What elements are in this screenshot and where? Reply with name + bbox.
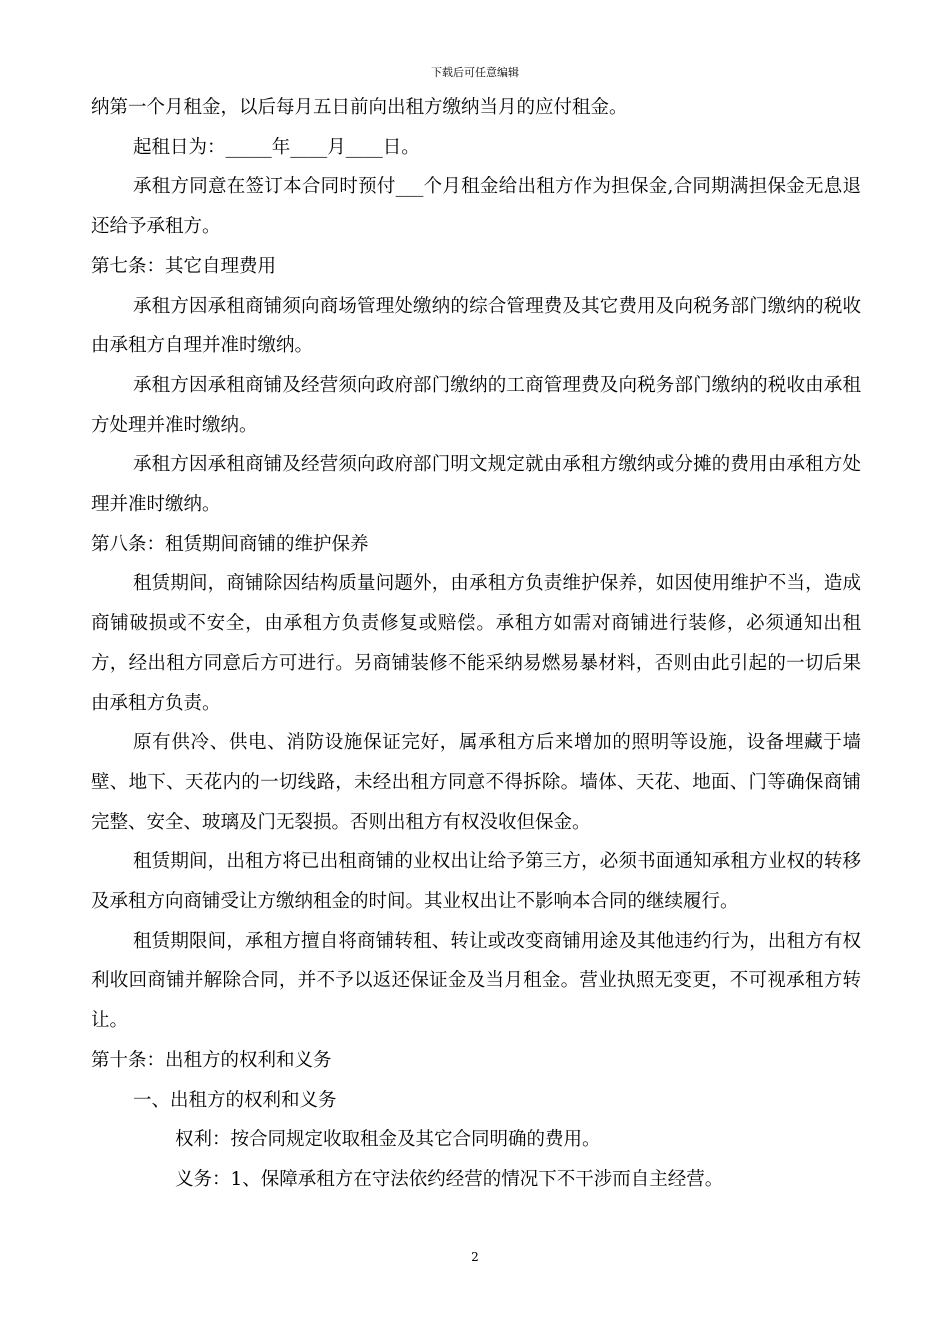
- paragraph-sublease-breach: 租赁期限间，承租方擅自将商铺转租、转让或改变商铺用途及其他违约行为，出租方有权利收回商铺并解除合同，并不予以返还保证金及当月租金。营业执照无变更，不可视承租方转让。: [91, 930, 861, 1032]
- heading-article-8: 第八条：租赁期间商铺的维护保养: [91, 533, 369, 555]
- subheading-lessor-rights-obligations: 一、出租方的权利和义务: [133, 1089, 337, 1111]
- paragraph-rent-payment-continuation: 纳第一个月租金，以后每月五日前向出租方缴纳当月的应付租金。: [91, 97, 628, 118]
- page-number: 2: [471, 1250, 479, 1264]
- paragraph-facilities: 原有供冷、供电、消防设施保证完好，属承租方后来增加的照明等设施，设备埋藏于墙壁、地下、天花内的一切线路，未经出租方同意不得拆除。墙体、天花、地面、门等确保商铺完整、安全、玻璃及门无裂损。否则出租方有权没收但保金。: [91, 732, 861, 833]
- paragraph-rent-start-date: 起租日为：_____年____月____日。: [133, 136, 420, 158]
- paragraph-maintenance: 租赁期间，商铺除因结构质量问题外，由承租方负责维护保养，如因使用维护不当，造成商铺破损或不安全，由承租方负责修复或赔偿。承租方如需对商铺进行装修，必须通知出租方，经出租方同意后方可进行。另商铺装修不能采纳易燃易暴材料，否则由此引起的一切后果由承租方负责。: [91, 573, 861, 714]
- document-body: [91, 88, 861, 1200]
- heading-article-10: 第十条：出租方的权利和义务: [91, 1049, 332, 1071]
- paragraph-lessor-rights: 权利：按合同规定收取租金及其它合同明确的费用。: [175, 1129, 601, 1151]
- paragraph-management-fees: 承租方因承租商铺须向商场管理处缴纳的综合管理费及其它费用及向税务部门缴纳的税收由承租方自理并准时缴纳。: [91, 295, 861, 357]
- paragraph-business-fees: 承租方因承租商铺及经营须向政府部门缴纳的工商管理费及向税务部门缴纳的税收由承租方处理并准时缴纳。: [91, 374, 861, 436]
- header-note: 下载后可任意编辑: [431, 66, 519, 79]
- paragraph-government-fees: 承租方因承租商铺及经营须向政府部门明文规定就由承租方缴纳或分摊的费用由承租方处理并准时缴纳。: [91, 454, 861, 516]
- paragraph-deposit: 承租方同意在签订本合同时预付___个月租金给出租方作为担保金,合同期满担保金无息退还给予承租方。: [91, 176, 861, 238]
- paragraph-lessor-obligations: 义务：1、保障承租方在守法依约经营的情况下不干涉而自主经营。: [175, 1168, 724, 1190]
- heading-article-7: 第七条：其它自理费用: [91, 255, 277, 277]
- paragraph-ownership-transfer: 租赁期间，出租方将已出租商铺的业权出让给予第三方，必须书面通知承租方业权的转移及承租方向商铺受让方缴纳租金的时间。其业权出让不影响本合同的继续履行。: [91, 851, 861, 913]
